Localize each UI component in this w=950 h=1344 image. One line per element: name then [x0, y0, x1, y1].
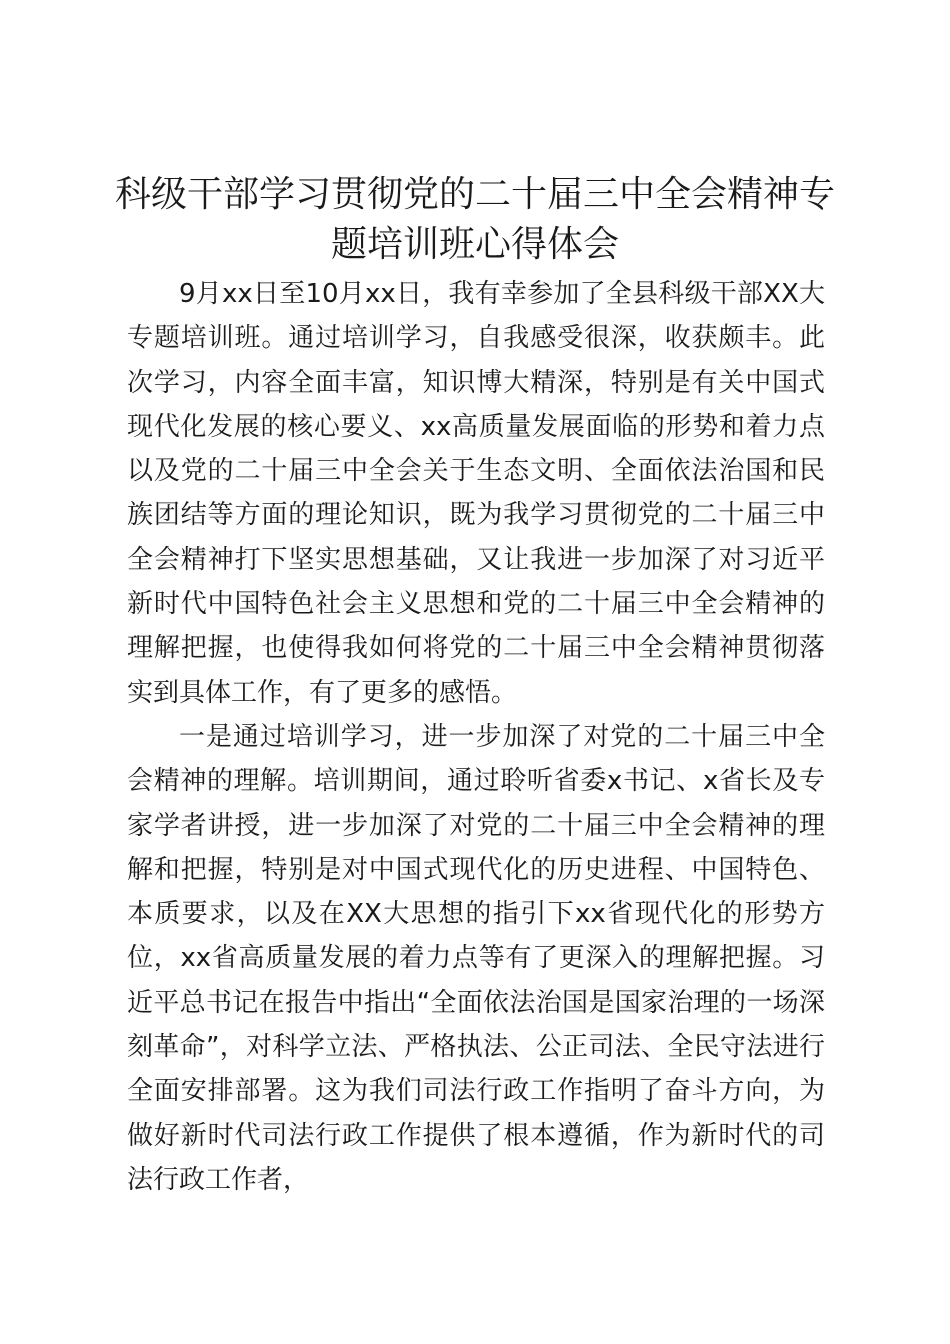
paragraph-point-one: 一是通过培训学习，进一步加深了对党的二十届三中全会精神的理解。培训期间，通过聆听省委x书记、x省长及专家学者讲授，进一步加深了对党的二十届三中全会精神的理解和把握，特别是对中国式现代化的历史进程、中国特色、本质要求，以及在XX大思想的指引下xx省现代化的形势方位，xx省高质量发展的着力点等有了更深入的理解把握。习近平总书记在报告中指出“全面依法治国是国家治理的一场深刻革命”，对科学立法、严格执法、公正司法、全民守法进行全面安排部署。这为我们司法行政工作指明了奋斗方向，为做好新时代司法行政工作提供了根本遵循，作为新时代的司法行政工作者， [127, 721, 825, 1195]
paragraph-intro: 9月xx日至10月xx日，我有幸参加了全县科级干部XX大专题培训班。通过培训学习，自我感受很深，收获颇丰。此次学习，内容全面丰富，知识博大精深，特别是有关中国式现代化发展的核心要义、xx高质量发展面临的形势和着力点以及党的二十届三中全会关于生态文明、全面依法治国和民族团结等方面的理论知识，既为我学习贯彻党的二十届三中全会精神打下坚实思想基础，又让我进一步加深了对习近平新时代中国特色社会主义思想和党的二十届三中全会精神的理解把握，也使得我如何将党的二十届三中全会精神贯彻落实到具体工作，有了更多的感悟。 [127, 279, 825, 708]
document-title: 科级干部学习贯彻党的二十届三中全会精神专题培训班心得体会 [114, 174, 835, 265]
document-body [127, 272, 825, 1202]
